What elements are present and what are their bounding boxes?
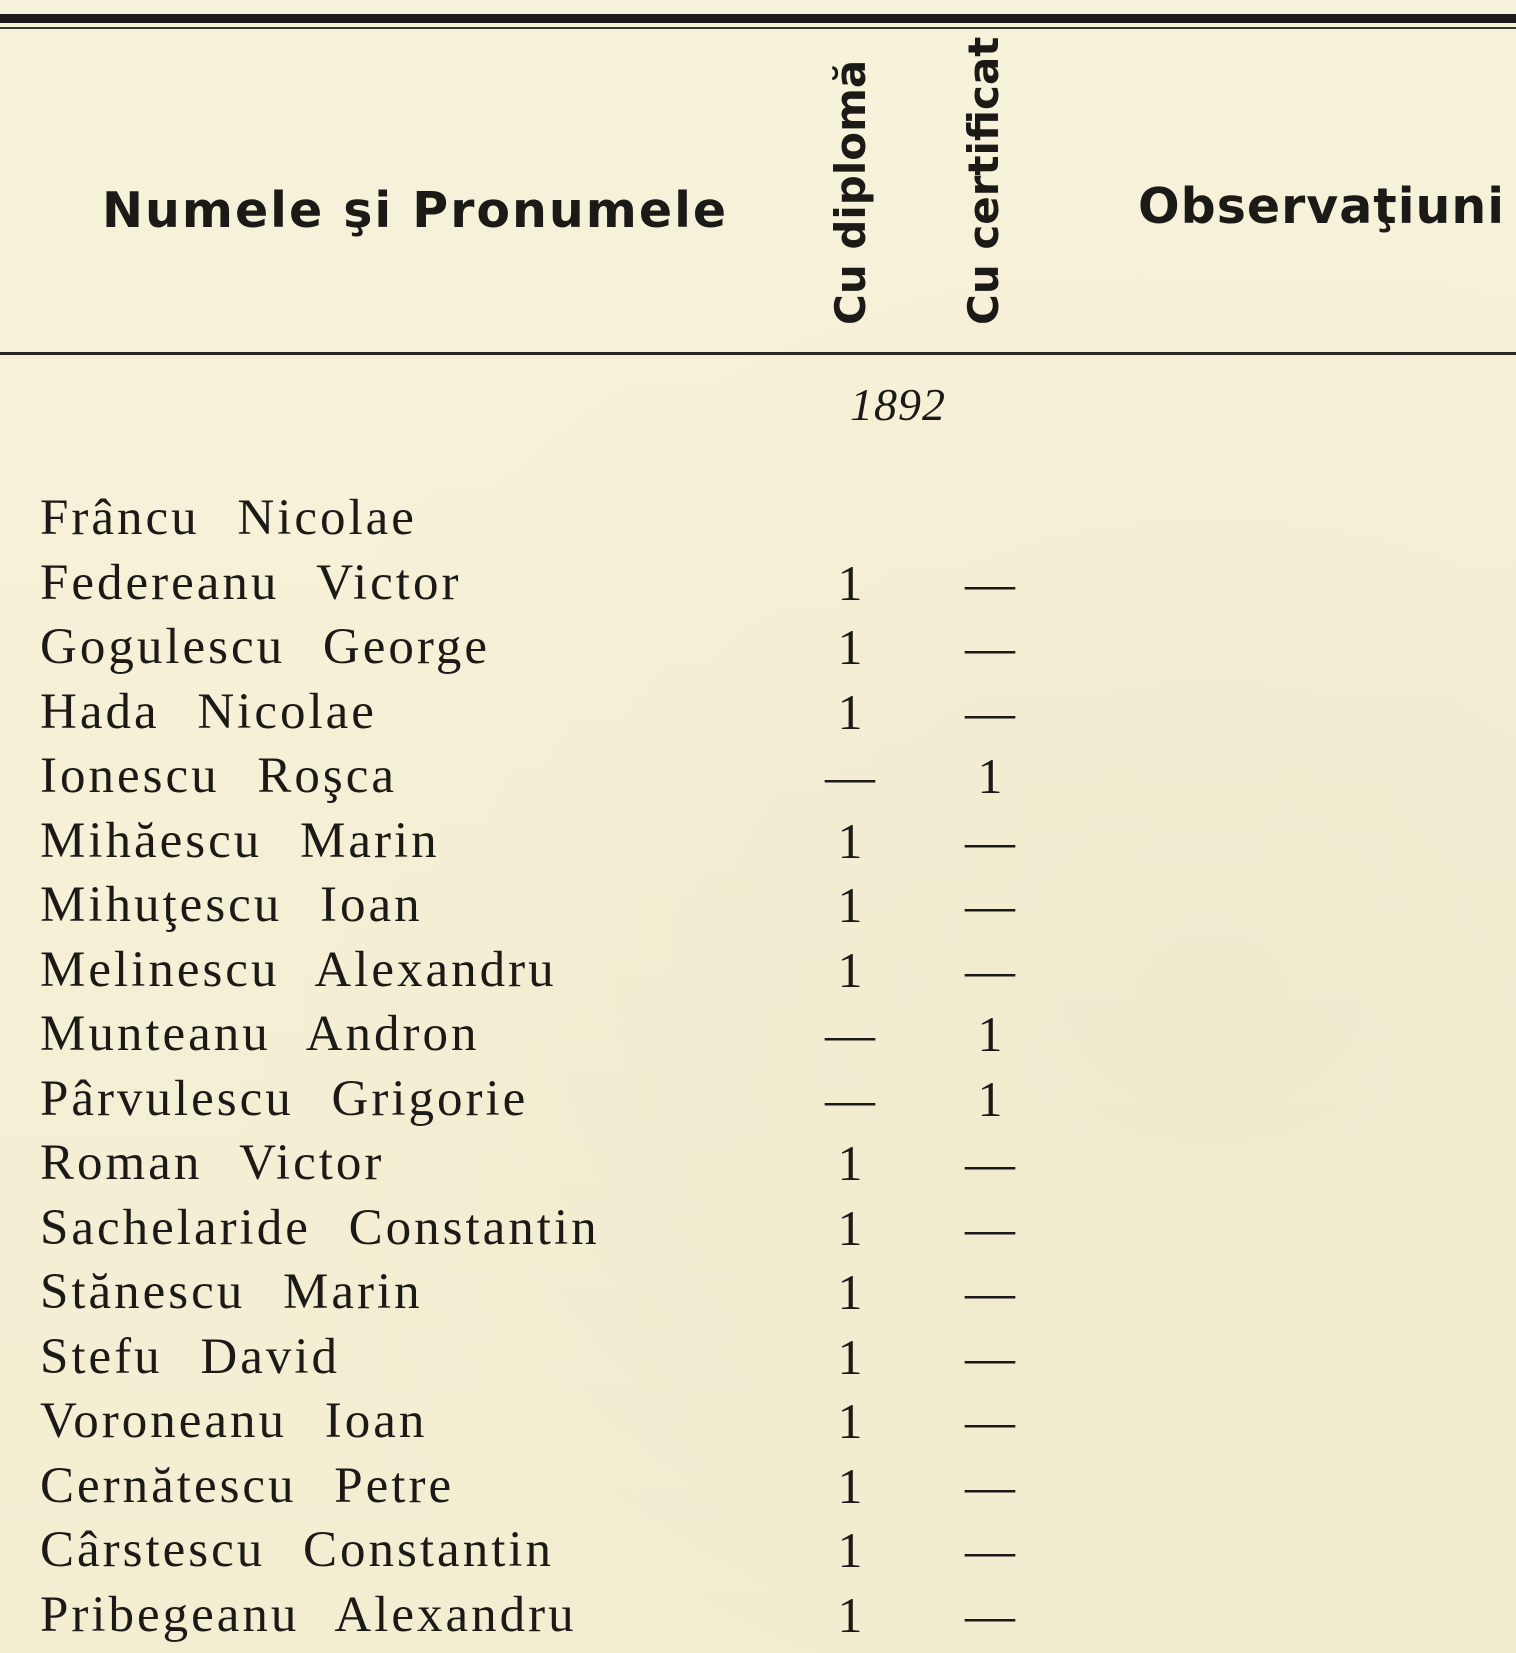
table-row — [0, 1585, 1516, 1650]
row-diploma: 1 — [837, 1199, 863, 1256]
row-diploma: 1 — [837, 877, 863, 933]
row-certificat: — — [965, 554, 1015, 611]
table-row — [0, 1004, 1516, 1069]
row-certificat: — — [965, 1522, 1015, 1578]
row-diploma: 1 — [837, 683, 863, 740]
table-row — [0, 1456, 1516, 1521]
row-diploma: 1 — [837, 554, 863, 611]
row-certificat: — — [965, 941, 1015, 998]
row-name: Gogulescu George — [40, 619, 491, 675]
header-rule — [0, 352, 1516, 355]
top-rule — [0, 14, 1516, 23]
table-row — [0, 1327, 1516, 1392]
row-diploma: 1 — [837, 812, 863, 869]
table-row — [0, 811, 1516, 876]
row-diploma: 1 — [837, 1586, 863, 1643]
row-name: Pribegeanu Alexandru — [40, 1586, 577, 1643]
top-rule-thin — [0, 27, 1516, 29]
row-diploma: 1 — [837, 1393, 863, 1449]
row-name: Frâncu Nicolae — [40, 490, 417, 546]
row-diploma: 1 — [837, 1457, 863, 1514]
table-row — [0, 1520, 1516, 1585]
table-row — [0, 617, 1516, 682]
row-certificat: — — [965, 1457, 1015, 1514]
table-row — [0, 1133, 1516, 1198]
row-certificat: — — [965, 683, 1015, 740]
row-name: Melinescu Alexandru — [40, 941, 557, 998]
row-name: Pârvulescu Grigorie — [40, 1070, 529, 1127]
row-name: Cârstescu Constantin — [40, 1522, 555, 1578]
table-row — [0, 746, 1516, 811]
row-name: Ionescu Roşca — [40, 748, 397, 804]
row-certificat: 1 — [977, 1006, 1003, 1062]
header-diploma: Cu diplomă — [826, 59, 875, 325]
row-diploma: 1 — [837, 1135, 863, 1191]
table-row — [0, 1391, 1516, 1456]
row-diploma: — — [825, 748, 875, 804]
table-row — [0, 682, 1516, 747]
row-name: Stănescu Marin — [40, 1264, 423, 1320]
row-name: Cernătescu Petre — [40, 1457, 455, 1514]
header-certificat: Cu certificat — [959, 36, 1008, 325]
row-diploma: — — [825, 1070, 875, 1127]
row-name: Roman Victor — [40, 1135, 385, 1191]
table-row — [0, 940, 1516, 1005]
row-diploma: 1 — [837, 1522, 863, 1578]
row-certificat: — — [965, 1586, 1015, 1643]
row-diploma: 1 — [837, 1264, 863, 1320]
table-row — [0, 553, 1516, 618]
row-name: Voroneanu Ioan — [40, 1393, 428, 1449]
table-body — [0, 488, 1516, 1649]
row-certificat: — — [965, 1135, 1015, 1191]
row-name: Munteanu Andron — [40, 1006, 480, 1062]
row-certificat: — — [965, 877, 1015, 933]
row-name: Sachelaride Constantin — [40, 1199, 600, 1256]
row-name: Stefu David — [40, 1328, 341, 1385]
row-name: Federeanu Victor — [40, 554, 462, 611]
row-certificat: — — [965, 1199, 1015, 1256]
row-diploma: 1 — [837, 941, 863, 998]
table-row — [0, 488, 1516, 553]
row-diploma: 1 — [837, 619, 863, 675]
table-row — [0, 1198, 1516, 1263]
year-label: 1892 — [850, 379, 946, 430]
row-certificat: — — [965, 1393, 1015, 1449]
row-certificat: — — [965, 1264, 1015, 1320]
row-certificat: 1 — [977, 748, 1003, 804]
row-certificat: — — [965, 1328, 1015, 1385]
row-name: Hada Nicolae — [40, 683, 377, 740]
header-names: Numele şi Pronumele — [102, 182, 729, 239]
row-certificat: — — [965, 812, 1015, 869]
row-name: Mihăescu Marin — [40, 812, 440, 869]
row-diploma: 1 — [837, 1328, 863, 1385]
header-observatii: Observaţiuni — [1138, 178, 1506, 235]
table-row — [0, 1262, 1516, 1327]
row-certificat: — — [965, 619, 1015, 675]
table-row — [0, 875, 1516, 940]
row-diploma: — — [825, 1006, 875, 1062]
row-name: Mihuţescu Ioan — [40, 877, 423, 933]
row-certificat: 1 — [977, 1070, 1003, 1127]
table-row — [0, 1069, 1516, 1134]
